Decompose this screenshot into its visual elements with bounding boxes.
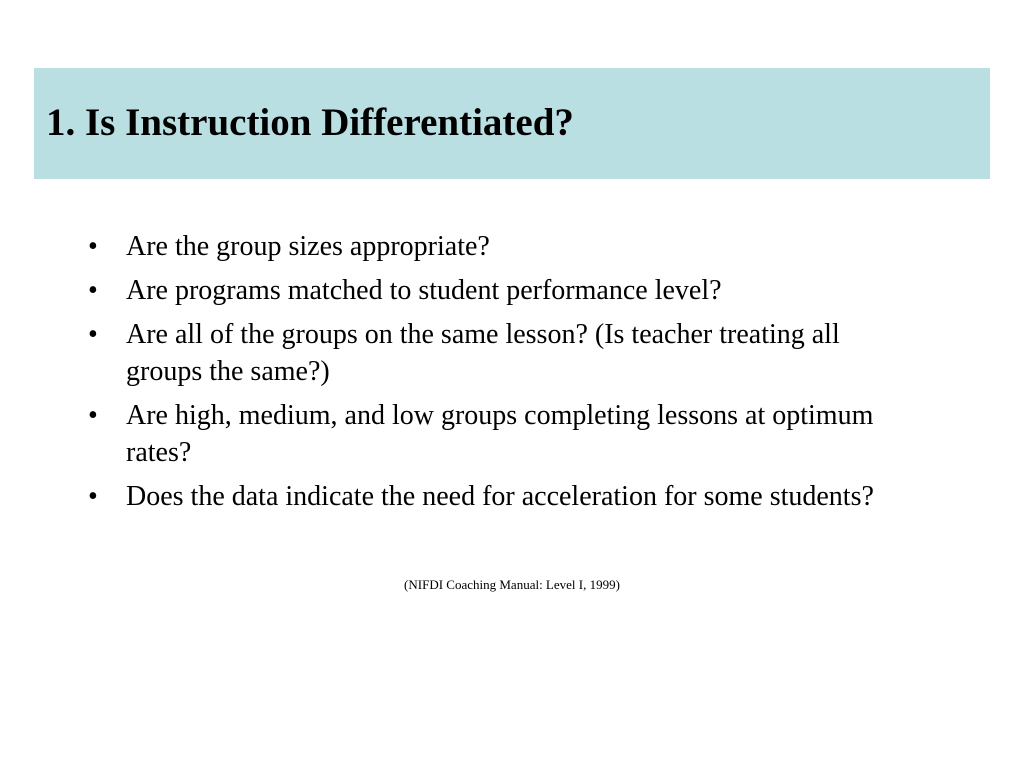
bullet-dot-icon: • — [88, 400, 98, 431]
bullet-text: Does the data indicate the need for acceleration for some students? — [126, 481, 874, 512]
bullet-list — [88, 228, 918, 522]
bullet-text: Are the group sizes appropriate? — [126, 231, 490, 262]
citation: (NIFDI Coaching Manual: Level I, 1999) — [404, 577, 620, 592]
bullet-text: Are high, medium, and low groups completing lessons at optimum rates? — [126, 400, 874, 468]
bullet-item — [88, 478, 918, 515]
bullet-text: Are programs matched to student performance level? — [126, 275, 722, 306]
slide-title: 1. Is Instruction Differentiated? — [46, 101, 574, 144]
bullet-item — [88, 316, 918, 390]
bullet-dot-icon: • — [88, 231, 98, 262]
title-band — [34, 68, 990, 179]
bullet-dot-icon: • — [88, 319, 98, 350]
bullet-text: Are all of the groups on the same lesson? (Is teacher treating all groups the same?) — [126, 319, 840, 387]
bullet-item — [88, 272, 918, 309]
bullet-dot-icon: • — [88, 481, 98, 512]
bullet-item — [88, 228, 918, 265]
bullet-dot-icon: • — [88, 275, 98, 306]
bullet-item — [88, 397, 918, 471]
